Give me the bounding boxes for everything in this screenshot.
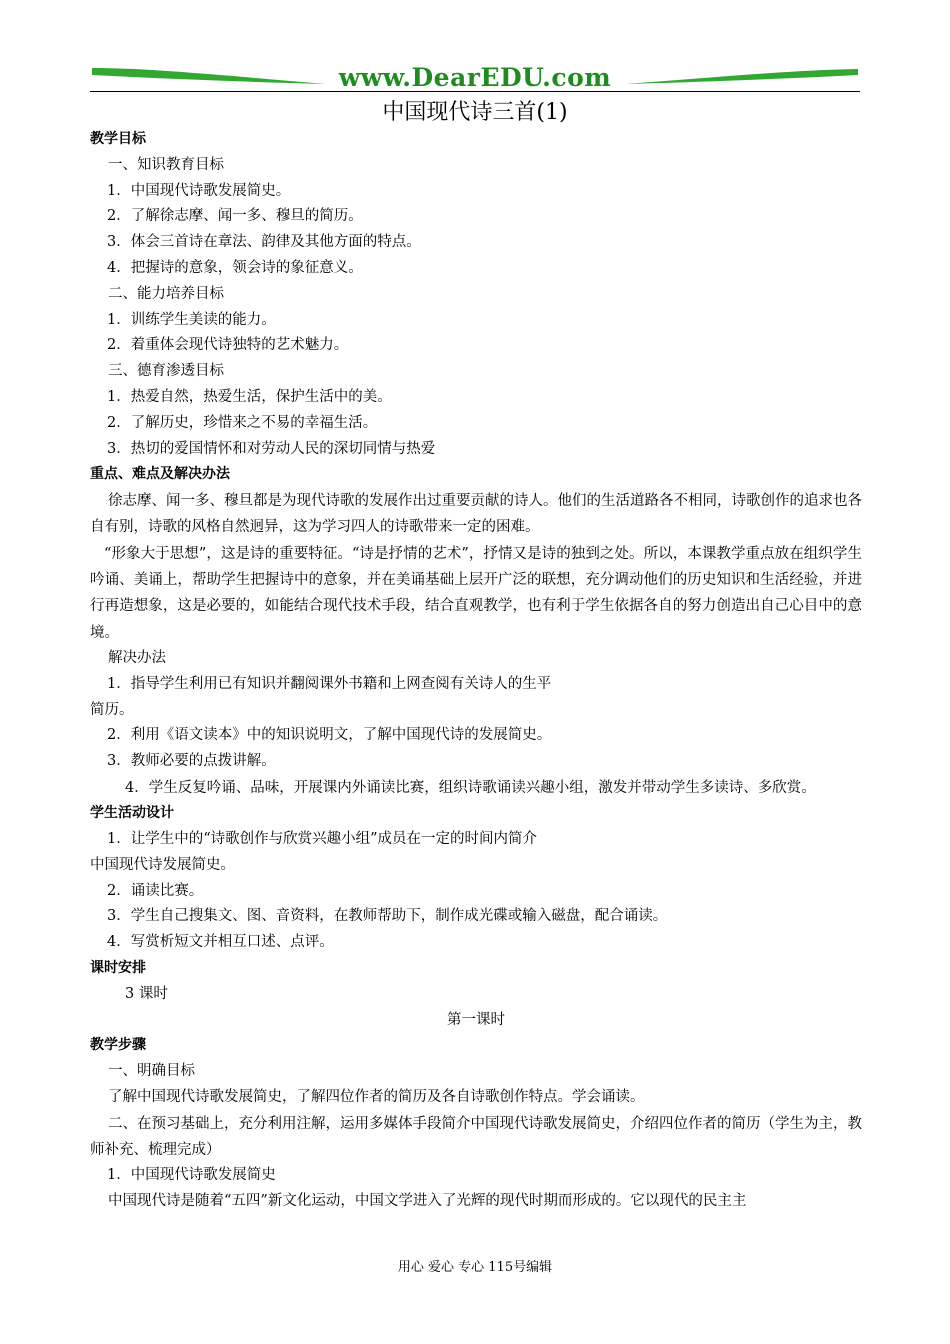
document-body: [90, 127, 862, 1215]
lesson-heading: 第一课时: [447, 1011, 505, 1028]
list-item: 1．让学生中的“诗歌创作与欣赏兴趣小组”成员在一定的时间内简介: [107, 831, 538, 848]
list-item: 3．教师必要的点拨讲解。: [107, 753, 276, 770]
document-title: 中国现代诗三首(1): [382, 100, 568, 125]
list-item: 2．诵读比赛。: [107, 882, 204, 899]
list-item: 1．中国现代诗歌发展简史。: [107, 182, 291, 199]
list-item: 4．学生反复吟诵、品味，开展课内外诵读比赛，组织诗歌诵读兴趣小组，激发并带动学生多读诗、多欣赏。: [125, 779, 816, 796]
paragraph: 中国现代诗是随着“五四”新文化运动，中国文学进入了光辉的现代时期而形成的。它以现代的民主主: [108, 1193, 747, 1210]
list-item: 1．训练学生美读的能力。: [107, 311, 276, 328]
list-item-continued: 中国现代诗发展简史。: [90, 856, 235, 873]
list-item: 1．中国现代诗歌发展简史: [107, 1167, 276, 1184]
site-logo[interactable]: www.DearEDU.com: [338, 63, 612, 92]
list-item: 2．了解徐志摩、闻一多、穆旦的简历。: [107, 208, 363, 225]
subheading: 一、知识教育目标: [108, 156, 224, 173]
section-heading-activities: 学生活动设计: [90, 805, 174, 822]
list-item: 4．把握诗的意象，领会诗的象征意义。: [107, 259, 363, 276]
paragraph: “形象大于思想”，这是诗的重要特征。“诗是抒情的艺术”，抒情又是诗的独到之处。所以，本课教学重点放在组织学生吟诵、美诵上，帮助学生把握诗中的意象，并在美诵基础上层开广泛的联想，充分调动他们的历史知识和生活经验，并进行再造想象，这是必要的，如能结合现代技术手段，结合直观教学，也有利于学生依据各自的努力创造出自己心目中的意境。: [90, 545, 862, 641]
section-heading-steps: 教学步骤: [90, 1037, 146, 1054]
paragraph: 二、在预习基础上，充分利用注解，运用多媒体手段简介中国现代诗歌发展简史，介绍四位作者的简历（学生为主，教师补充、梳理完成）: [90, 1115, 862, 1159]
list-item: 3．学生自己搜集文、图、音资料，在教师帮助下，制作成光碟或输入磁盘，配合诵读。: [107, 908, 668, 925]
list-item: 1．热爱自然，热爱生活，保护生活中的美。: [107, 388, 392, 405]
list-item: 3．体会三首诗在章法、韵律及其他方面的特点。: [107, 234, 421, 251]
list-item: 2．着重体会现代诗独特的艺术魅力。: [107, 337, 349, 354]
subheading: 二、能力培养目标: [108, 285, 224, 302]
page-footer: 用心 爱心 专心 115号编辑: [397, 1260, 553, 1275]
list-item: 1．指导学生利用已有知识并翻阅课外书籍和上网查阅有关诗人的生平: [107, 675, 552, 692]
section-heading-focus: 重点、难点及解决办法: [90, 466, 230, 483]
section-heading-schedule: 课时安排: [90, 960, 146, 976]
list-item: 2．利用《语文读本》中的知识说明文，了解中国现代诗的发展简史。: [107, 727, 552, 744]
list-item-continued: 简历。: [90, 701, 134, 718]
section-heading-goals: 教学目标: [90, 131, 146, 147]
subheading: 一、明确目标: [108, 1063, 195, 1080]
subheading: 解决办法: [108, 649, 166, 666]
paragraph: 徐志摩、闻一多、穆旦都是为现代诗歌的发展作出过重要贡献的诗人。他们的生活道路各不相同，诗歌创作的追求也各自有别，诗歌的风格自然迥异，这为学习四人的诗歌带来一定的困难。: [90, 493, 862, 536]
list-item: 4．写赏析短文并相互口述、点评。: [107, 934, 334, 951]
list-item: 2．了解历史，珍惜来之不易的幸福生活。: [107, 414, 378, 431]
paragraph: 了解中国现代诗歌发展简史，了解四位作者的简历及各自诗歌创作特点。学会诵读。: [108, 1088, 645, 1105]
subheading: 三、德育渗透目标: [108, 363, 224, 380]
class-hours: 3 课时: [125, 985, 168, 1002]
list-item: 3．热切的爱国情怀和对劳动人民的深切同情与热爱: [107, 440, 436, 457]
